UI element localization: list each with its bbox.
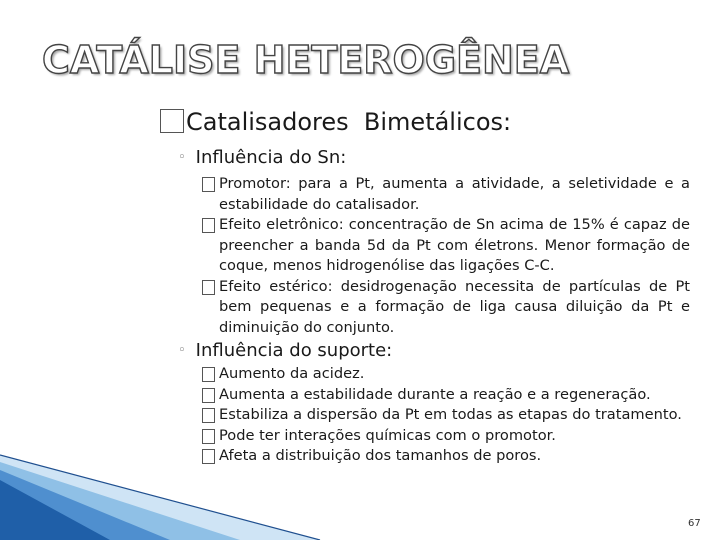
list-item: [202, 426, 690, 447]
list-item-text: Estabiliza a dispersão da Pt em todas as etapas do tratamento.: [219, 406, 682, 423]
section-suporte-items: [202, 364, 690, 467]
checkbox-bullet-icon: [202, 429, 215, 444]
page-number: 67: [688, 518, 701, 529]
checkbox-bullet-icon: [202, 449, 215, 464]
list-item-text: Promotor: para a Pt, aumenta a atividade, a seletividade e a estabilidade do catalisador.: [219, 175, 690, 213]
list-item-text: Pode ter interações químicas com o promotor.: [219, 426, 556, 444]
list-item-text: Aumenta a estabilidade durante a reação e a regeneração.: [219, 385, 651, 403]
list-item-text: Afeta a distribuição dos tamanhos de poros.: [219, 447, 542, 464]
main-heading: [160, 108, 511, 136]
list-item: [202, 405, 690, 426]
checkbox-bullet-icon: [202, 367, 215, 382]
list-item: [202, 364, 690, 385]
list-item: [202, 446, 690, 467]
section-sn: [178, 147, 346, 168]
circle-bullet-icon: ◦: [178, 150, 186, 165]
checkbox-bullet-icon: [202, 177, 215, 192]
section-label: Influência do suporte:: [195, 340, 393, 361]
slide-title: CATÁLISE HETEROGÊNEA: [42, 38, 570, 82]
main-heading-text: Catalisadores Bimetálicos:: [186, 108, 512, 136]
list-item-text: Efeito eletrônico: concentração de Sn acima de 15% é capaz de preencher a banda 5d da Pt com életrons. Menor formação de coque, menos hidrogenólise das ligações C-C.: [219, 216, 690, 274]
circle-bullet-icon: ◦: [178, 343, 186, 358]
checkbox-bullet-icon: [202, 280, 215, 295]
checkbox-bullet-icon: [202, 388, 215, 403]
checkbox-bullet-icon: [202, 408, 215, 423]
checkbox-bullet-icon: [160, 109, 184, 133]
section-suporte: [178, 340, 392, 361]
list-item-text: Aumento da acidez.: [219, 365, 365, 382]
list-item: [202, 277, 690, 339]
section-sn-items: [202, 174, 690, 338]
section-label: Influência do Sn:: [195, 147, 347, 168]
list-item: [202, 215, 690, 277]
list-item-text: Efeito estérico: desidrogenação necessita de partículas de Pt bem pequenas e a formação de liga causa diluição da Pt e diminuição do conjunto.: [219, 277, 690, 336]
checkbox-bullet-icon: [202, 218, 215, 233]
list-item: [202, 174, 690, 215]
list-item: [202, 385, 690, 406]
